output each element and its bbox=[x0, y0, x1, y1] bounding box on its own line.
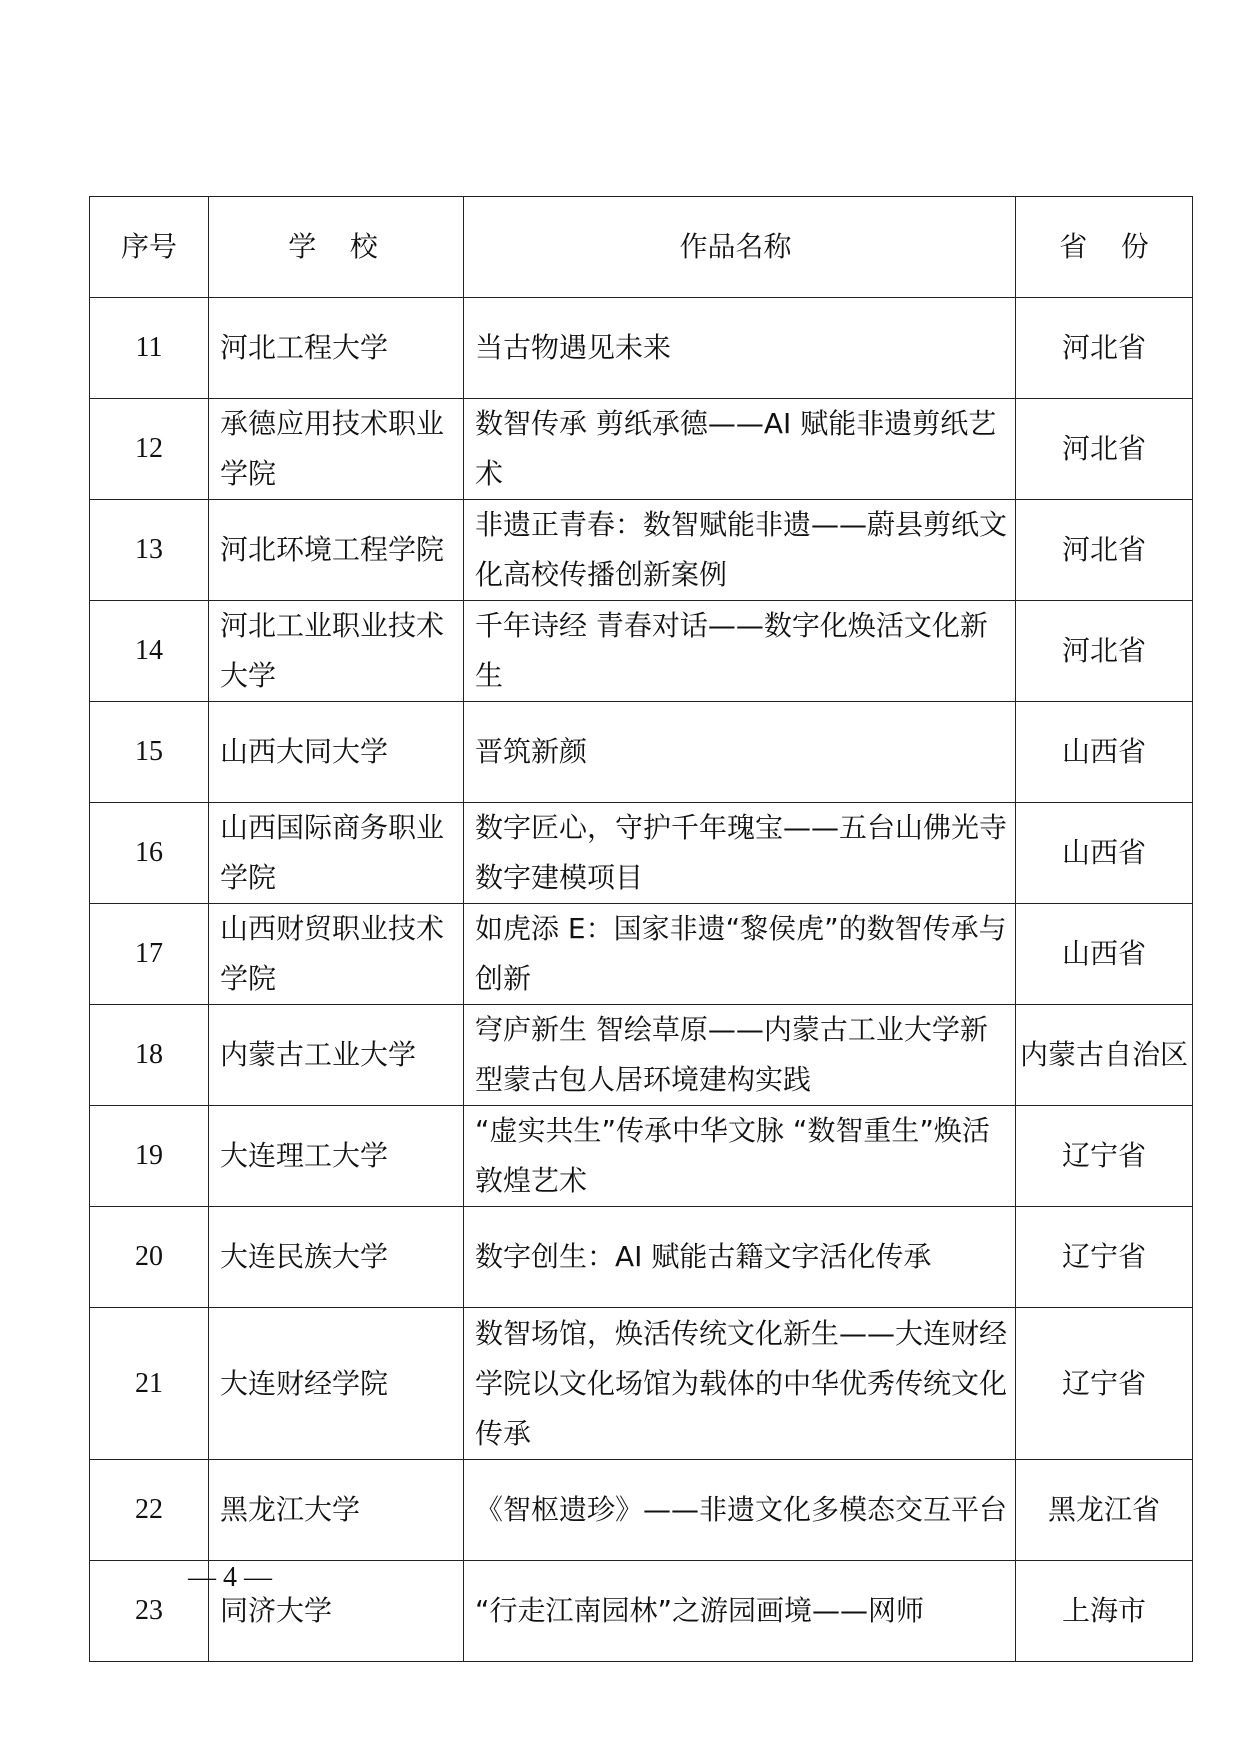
cell-province: 河北省 bbox=[1016, 601, 1193, 702]
cell-school: 河北工业职业技术大学 bbox=[209, 601, 464, 702]
cell-serial-number: 23 bbox=[90, 1561, 209, 1662]
header-school: 学校 bbox=[209, 197, 464, 298]
cell-school: 山西国际商务职业学院 bbox=[209, 803, 464, 904]
page-number: — 4 — bbox=[188, 1562, 272, 1593]
table-header-row bbox=[90, 197, 1193, 298]
cell-serial-number: 14 bbox=[90, 601, 209, 702]
cell-school: 河北环境工程学院 bbox=[209, 500, 464, 601]
cell-serial-number: 21 bbox=[90, 1308, 209, 1460]
document-table bbox=[89, 196, 1193, 1662]
table-row bbox=[90, 702, 1193, 803]
cell-school: 内蒙古工业大学 bbox=[209, 1005, 464, 1106]
table-body bbox=[90, 298, 1193, 1662]
cell-school: 山西大同大学 bbox=[209, 702, 464, 803]
cell-serial-number: 16 bbox=[90, 803, 209, 904]
cell-province: 河北省 bbox=[1016, 298, 1193, 399]
table-row bbox=[90, 1460, 1193, 1561]
header-serial-number: 序号 bbox=[90, 197, 209, 298]
cell-work-title: “行走江南园林”之游园画境——网师 bbox=[464, 1561, 1016, 1662]
cell-school: 承德应用技术职业学院 bbox=[209, 399, 464, 500]
cell-province: 内蒙古自治区 bbox=[1016, 1005, 1193, 1106]
table-row bbox=[90, 298, 1193, 399]
cell-serial-number: 17 bbox=[90, 904, 209, 1005]
header-province: 省份 bbox=[1016, 197, 1193, 298]
cell-work-title: 当古物遇见未来 bbox=[464, 298, 1016, 399]
cell-serial-number: 19 bbox=[90, 1106, 209, 1207]
table-row bbox=[90, 399, 1193, 500]
cell-province: 山西省 bbox=[1016, 904, 1193, 1005]
cell-work-title: 数智场馆，焕活传统文化新生——大连财经学院以文化场馆为载体的中华优秀传统文化传承 bbox=[464, 1308, 1016, 1460]
cell-serial-number: 20 bbox=[90, 1207, 209, 1308]
table-row bbox=[90, 1308, 1193, 1460]
cell-province: 河北省 bbox=[1016, 500, 1193, 601]
table-row bbox=[90, 1005, 1193, 1106]
cell-serial-number: 13 bbox=[90, 500, 209, 601]
cell-work-title: 千年诗经 青春对话——数字化焕活文化新生 bbox=[464, 601, 1016, 702]
table-row bbox=[90, 601, 1193, 702]
table-row bbox=[90, 904, 1193, 1005]
table-row bbox=[90, 500, 1193, 601]
cell-province: 山西省 bbox=[1016, 803, 1193, 904]
cell-school: 大连财经学院 bbox=[209, 1308, 464, 1460]
cell-serial-number: 18 bbox=[90, 1005, 209, 1106]
cell-province: 辽宁省 bbox=[1016, 1207, 1193, 1308]
cell-work-title: 数智传承 剪纸承德——AI 赋能非遗剪纸艺术 bbox=[464, 399, 1016, 500]
cell-work-title: 非遗正青春：数智赋能非遗——蔚县剪纸文化高校传播创新案例 bbox=[464, 500, 1016, 601]
cell-school: 同济大学 bbox=[209, 1561, 464, 1662]
cell-work-title: 数字匠心，守护千年瑰宝——五台山佛光寺数字建模项目 bbox=[464, 803, 1016, 904]
cell-work-title: “虚实共生”传承中华文脉 “数智重生”焕活敦煌艺术 bbox=[464, 1106, 1016, 1207]
cell-work-title: 《智枢遗珍》——非遗文化多模态交互平台 bbox=[464, 1460, 1016, 1561]
cell-school: 大连理工大学 bbox=[209, 1106, 464, 1207]
cell-serial-number: 12 bbox=[90, 399, 209, 500]
cell-province: 黑龙江省 bbox=[1016, 1460, 1193, 1561]
header-work-title: 作品名称 bbox=[464, 197, 1016, 298]
cell-school: 山西财贸职业技术学院 bbox=[209, 904, 464, 1005]
cell-province: 上海市 bbox=[1016, 1561, 1193, 1662]
table-row bbox=[90, 1207, 1193, 1308]
cell-province: 河北省 bbox=[1016, 399, 1193, 500]
cell-serial-number: 22 bbox=[90, 1460, 209, 1561]
cell-work-title: 如虎添 E：国家非遗“黎侯虎”的数智传承与创新 bbox=[464, 904, 1016, 1005]
cell-province: 山西省 bbox=[1016, 702, 1193, 803]
cell-serial-number: 11 bbox=[90, 298, 209, 399]
table-row bbox=[90, 1106, 1193, 1207]
cell-province: 辽宁省 bbox=[1016, 1308, 1193, 1460]
cell-work-title: 晋筑新颜 bbox=[464, 702, 1016, 803]
cell-school: 黑龙江大学 bbox=[209, 1460, 464, 1561]
table-row bbox=[90, 803, 1193, 904]
cell-school: 河北工程大学 bbox=[209, 298, 464, 399]
cell-work-title: 穹庐新生 智绘草原——内蒙古工业大学新型蒙古包人居环境建构实践 bbox=[464, 1005, 1016, 1106]
cell-province: 辽宁省 bbox=[1016, 1106, 1193, 1207]
cell-school: 大连民族大学 bbox=[209, 1207, 464, 1308]
cell-serial-number: 15 bbox=[90, 702, 209, 803]
cell-work-title: 数字创生：AI 赋能古籍文字活化传承 bbox=[464, 1207, 1016, 1308]
